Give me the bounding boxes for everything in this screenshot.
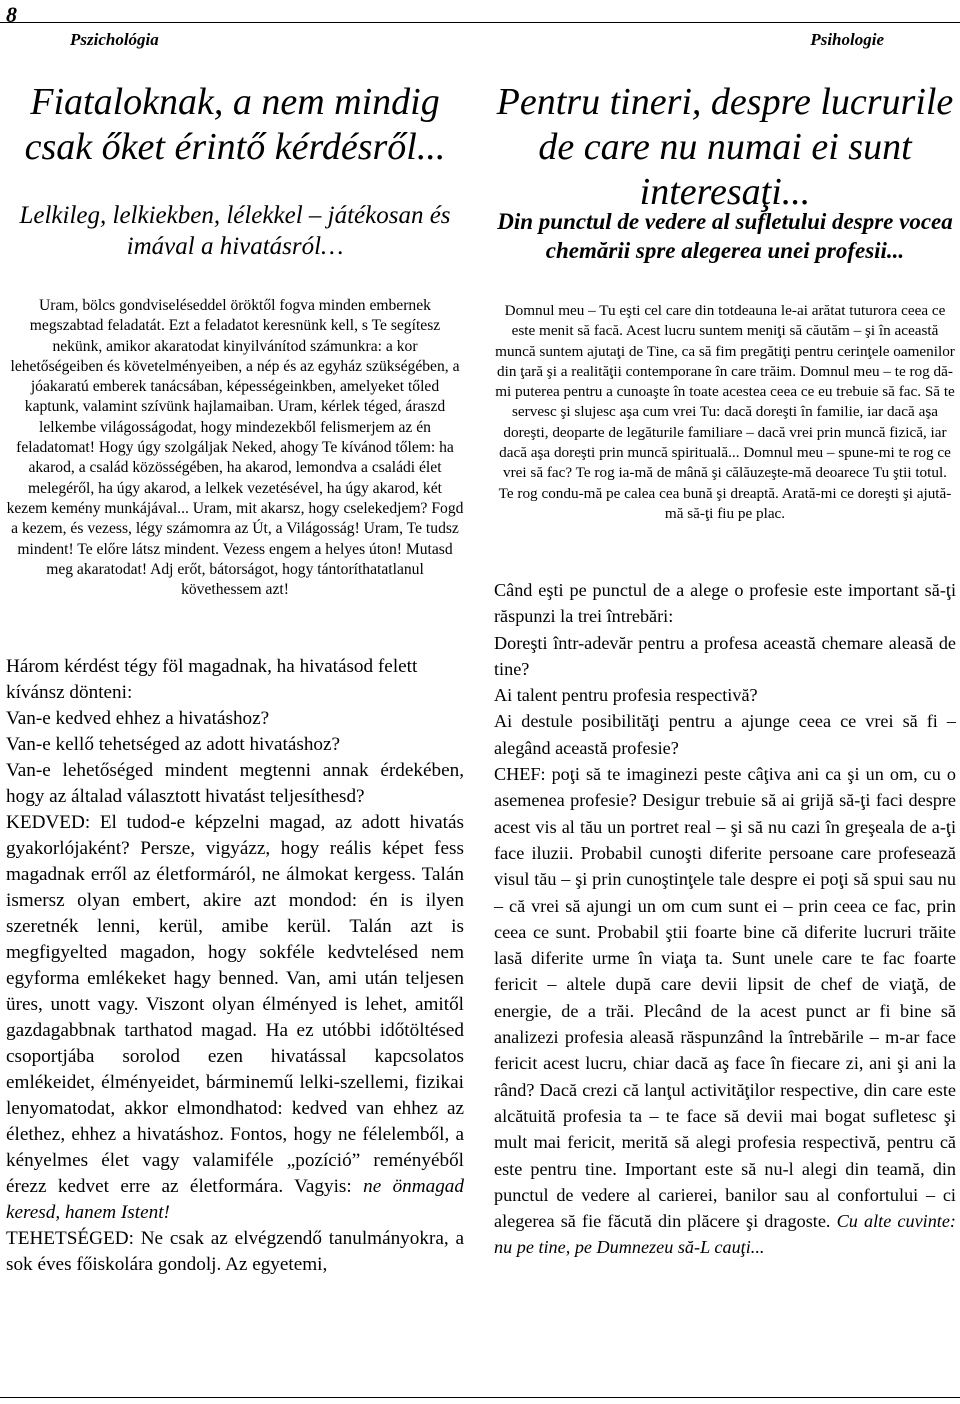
paragraph-kedved [6, 810, 464, 1226]
question-3: Ai destule posibilităţi pentru a ajunge ceea ce vrei să fi – alegând această profesie? [494, 711, 956, 758]
prayer-text: Uram, bölcs gondviseléseddel öröktől fogva minden embernek megszabtad feladatát. Ezt a feladatot keresnünk kell, s Te segítesz nekünk, amikor akaratodat kinyilvánítod számunkra: a kor lehetőségeiben és követelményeiben, a nép és az egyház szükségében, a jóakaratú emberek tanácsában, képességeinkben, amelyeket tőled kaptunk, valamint szívünk hajlamaiban. Uram, kérlek téged, áraszd lelkembe világosságodat, hogy mindezekből felismerjem az én feladatomat! Hogy úgy szolgáljak Neked, ahogy Te kívánod tőlem: ha akarod, a család közösségében, ha akarod, lemondva a családi élet melegéről, ha úgy akarod, a lelkek vezetésével, ha úgy akarod, két kezem kemény munkájával... Uram, mit akarsz, hogy cselekedjem? Fogd a kezem, és vezess, légy számomra az Út, a Világosság! Uram, Te tudsz mindent! Te előre látsz mindent. Vezess engem a helyes úton! Mutasd meg akaratodat! Adj erőt, bátorságot, hogy tántoríthatatlanul követhessem azt! [6, 297, 464, 599]
question-3: Van-e lehetőséged mindent megtenni annak érdekében, hogy az általad választott hivatást teljesíthesd? [6, 760, 464, 807]
intro-paragraph: Când eşti pe punctul de a alege o profesie este important să-ţi răspunzi la trei întrebări: [494, 580, 956, 627]
article-title: Fiataloknak, a nem mindig csak őket érintő kérdésről... [24, 81, 446, 168]
emphasis-text: ne önmagad keresd, hanem Istent! [6, 1176, 464, 1223]
intro-paragraph: Három kérdést tégy föl magadnak, ha hivatásod felett kívánsz dönteni: [6, 656, 418, 703]
prayer-text: Domnul meu – Tu eşti cel care din totdeauna le-ai arătat tuturora ceea ce este menit să facă. Acest lucru suntem meniţi să căutăm – şi în această muncă suntem ajutaţi de Tine, ca să fim pregătiţi pentru cerinţele oamenilor din ţară şi a realităţii contemporane în care trăim. Domnul meu – te rog dă-mi puterea pentru a cunoaşte în toate acestea ceea ce eu trebuie să fac. Să te servesc şi slujesc aşa cum vrei Tu: dacă doreşti în familie, iar dacă aşa doreşti, deoparte de legăturile familiare – dacă vrei prin muncă fizică, iar dacă aşa doreşti prin muncă spirituală... Domnul meu – spune-mi te rog ce vrei să fac? Te rog ia-mă de mână şi călăuzeşte-mă deoarece Tu ştii totul. Te rog condu-mă pe calea cea bună şi dreaptă. Arată-mi ce doreşti şi ajută-mă să-ţi fiu pe plac. [495, 302, 955, 522]
article-body [494, 577, 956, 1261]
emphasis-text: Cu alte cuvinte: nu pe tine, pe Dumnezeu să-L cauţi... [494, 1211, 956, 1258]
article-subtitle: Lelkileg, lelkiekben, lélekkel – játékosan és imával a hivatásról… [19, 202, 451, 260]
section-label: Pszichológia [70, 30, 159, 49]
section-label: Psihologie [810, 30, 884, 49]
article-body [6, 654, 464, 1278]
question-2: Van-e kellő tehetséged az adott hivatáshoz? [6, 734, 341, 755]
paragraph-tehetseged: TEHETSÉGED: Ne csak az elvégzendő tanulmányokra, a sok éves főiskolára gondolj. Az egyetemi, [6, 1228, 464, 1275]
question-1: Doreşti într-adevăr pentru a profesa această chemare aleasă de tine? [494, 632, 956, 679]
page-number: 8 [6, 2, 17, 27]
footer-rule [0, 1397, 960, 1398]
question-2: Ai talent pentru profesia respectivă? [494, 685, 758, 706]
article-subtitle: Din punctul de vedere al sufletului despre vocea chemării spre alegerea unei profesii... [497, 209, 953, 263]
paragraph-text: KEDVED: El tudod-e képzelni magad, az adott hivatás gyakorlójaként? Persze, vigyázz, hogy reális képet fess magadnak erről az életformáról, ne álmokat kergess. Talán ismersz olyan embert, akire azt mondod: én is ilyen szeretnék lenni, kerül, amibe kerül. Talán azt is megfigyelted magadon, hogy sokféle kedvtelésed nem egyforma emlékeket hagy benned. Van, ami után teljesen üres, unott vagy. Viszont olyan élményed is lehet, amitől gazdagabbnak tarthatod magad. Ha ez utóbbi időtöltésed csoportjába sorolod ezen hivatással kapcsolatos emlékeidet, élményeidet, bárminemű lelki-szellemi, fizikai lenyomatodat, akkor elmondhatod: kedved van ehhez az élethez, ehhez a hivatáshoz. Fontos, hogy ne félelemből, a kényelmes élet vagy valamiféle „pozíció” reményéből érezz kedvet erre az életformára. Vagyis: [6, 812, 464, 1197]
question-1: Van-e kedved ehhez a hivatáshoz? [6, 708, 270, 729]
paragraph-chef [494, 761, 956, 1261]
article-title: Pentru tineri, despre lucrurile de care nu numai ei sunt interesaţi... [496, 81, 954, 213]
paragraph-text: CHEF: poţi să te imaginezi peste câţiva ani ca şi un om, cu o asemenea profesie? Desigur trebuie să ai grijă să-ţi faci despre acest vis al tău un portret real – şi să nu cazi în greşeala de a-ţi face iluzii. Probabil cunoşti diferite persoane care profesează visul tău – şi prin cunoştinţele tale despre ei poţi să spui sau nu – că vrei să ajungi un om cum sunt ei – prin ceea ce fac, prin ceea ce sunt. Probabil ştii foarte bine că diferite lucruri trăite lasă diferite urme în viaţa ta. Sunt unele care te fac foarte fericit – altele după care devii lipsit de chef de viaţă, de energie, de a trăi. Plecând de la acest punct ar fi bine să analizezi profesia aleasă răspunzând la întrebările – m-ar face fericit acest lucru, chiar dacă aş face în fiecare zi, ani şi ani la rând? Dacă crezi că lanţul activităţilor respective, din care este alcătuită profesia ta – te face să devii mai bogat sufletesc şi mult mai fericit, merită să alegi profesia respectivă, pentru că este pentru tine. Important este să nu-l alegi din teamă, din punctul de vedere al carierei, banilor sau al confortului – ci alegerea să fie făcută din plăcere şi dragoste. [494, 764, 956, 1232]
header-rule [0, 22, 960, 23]
